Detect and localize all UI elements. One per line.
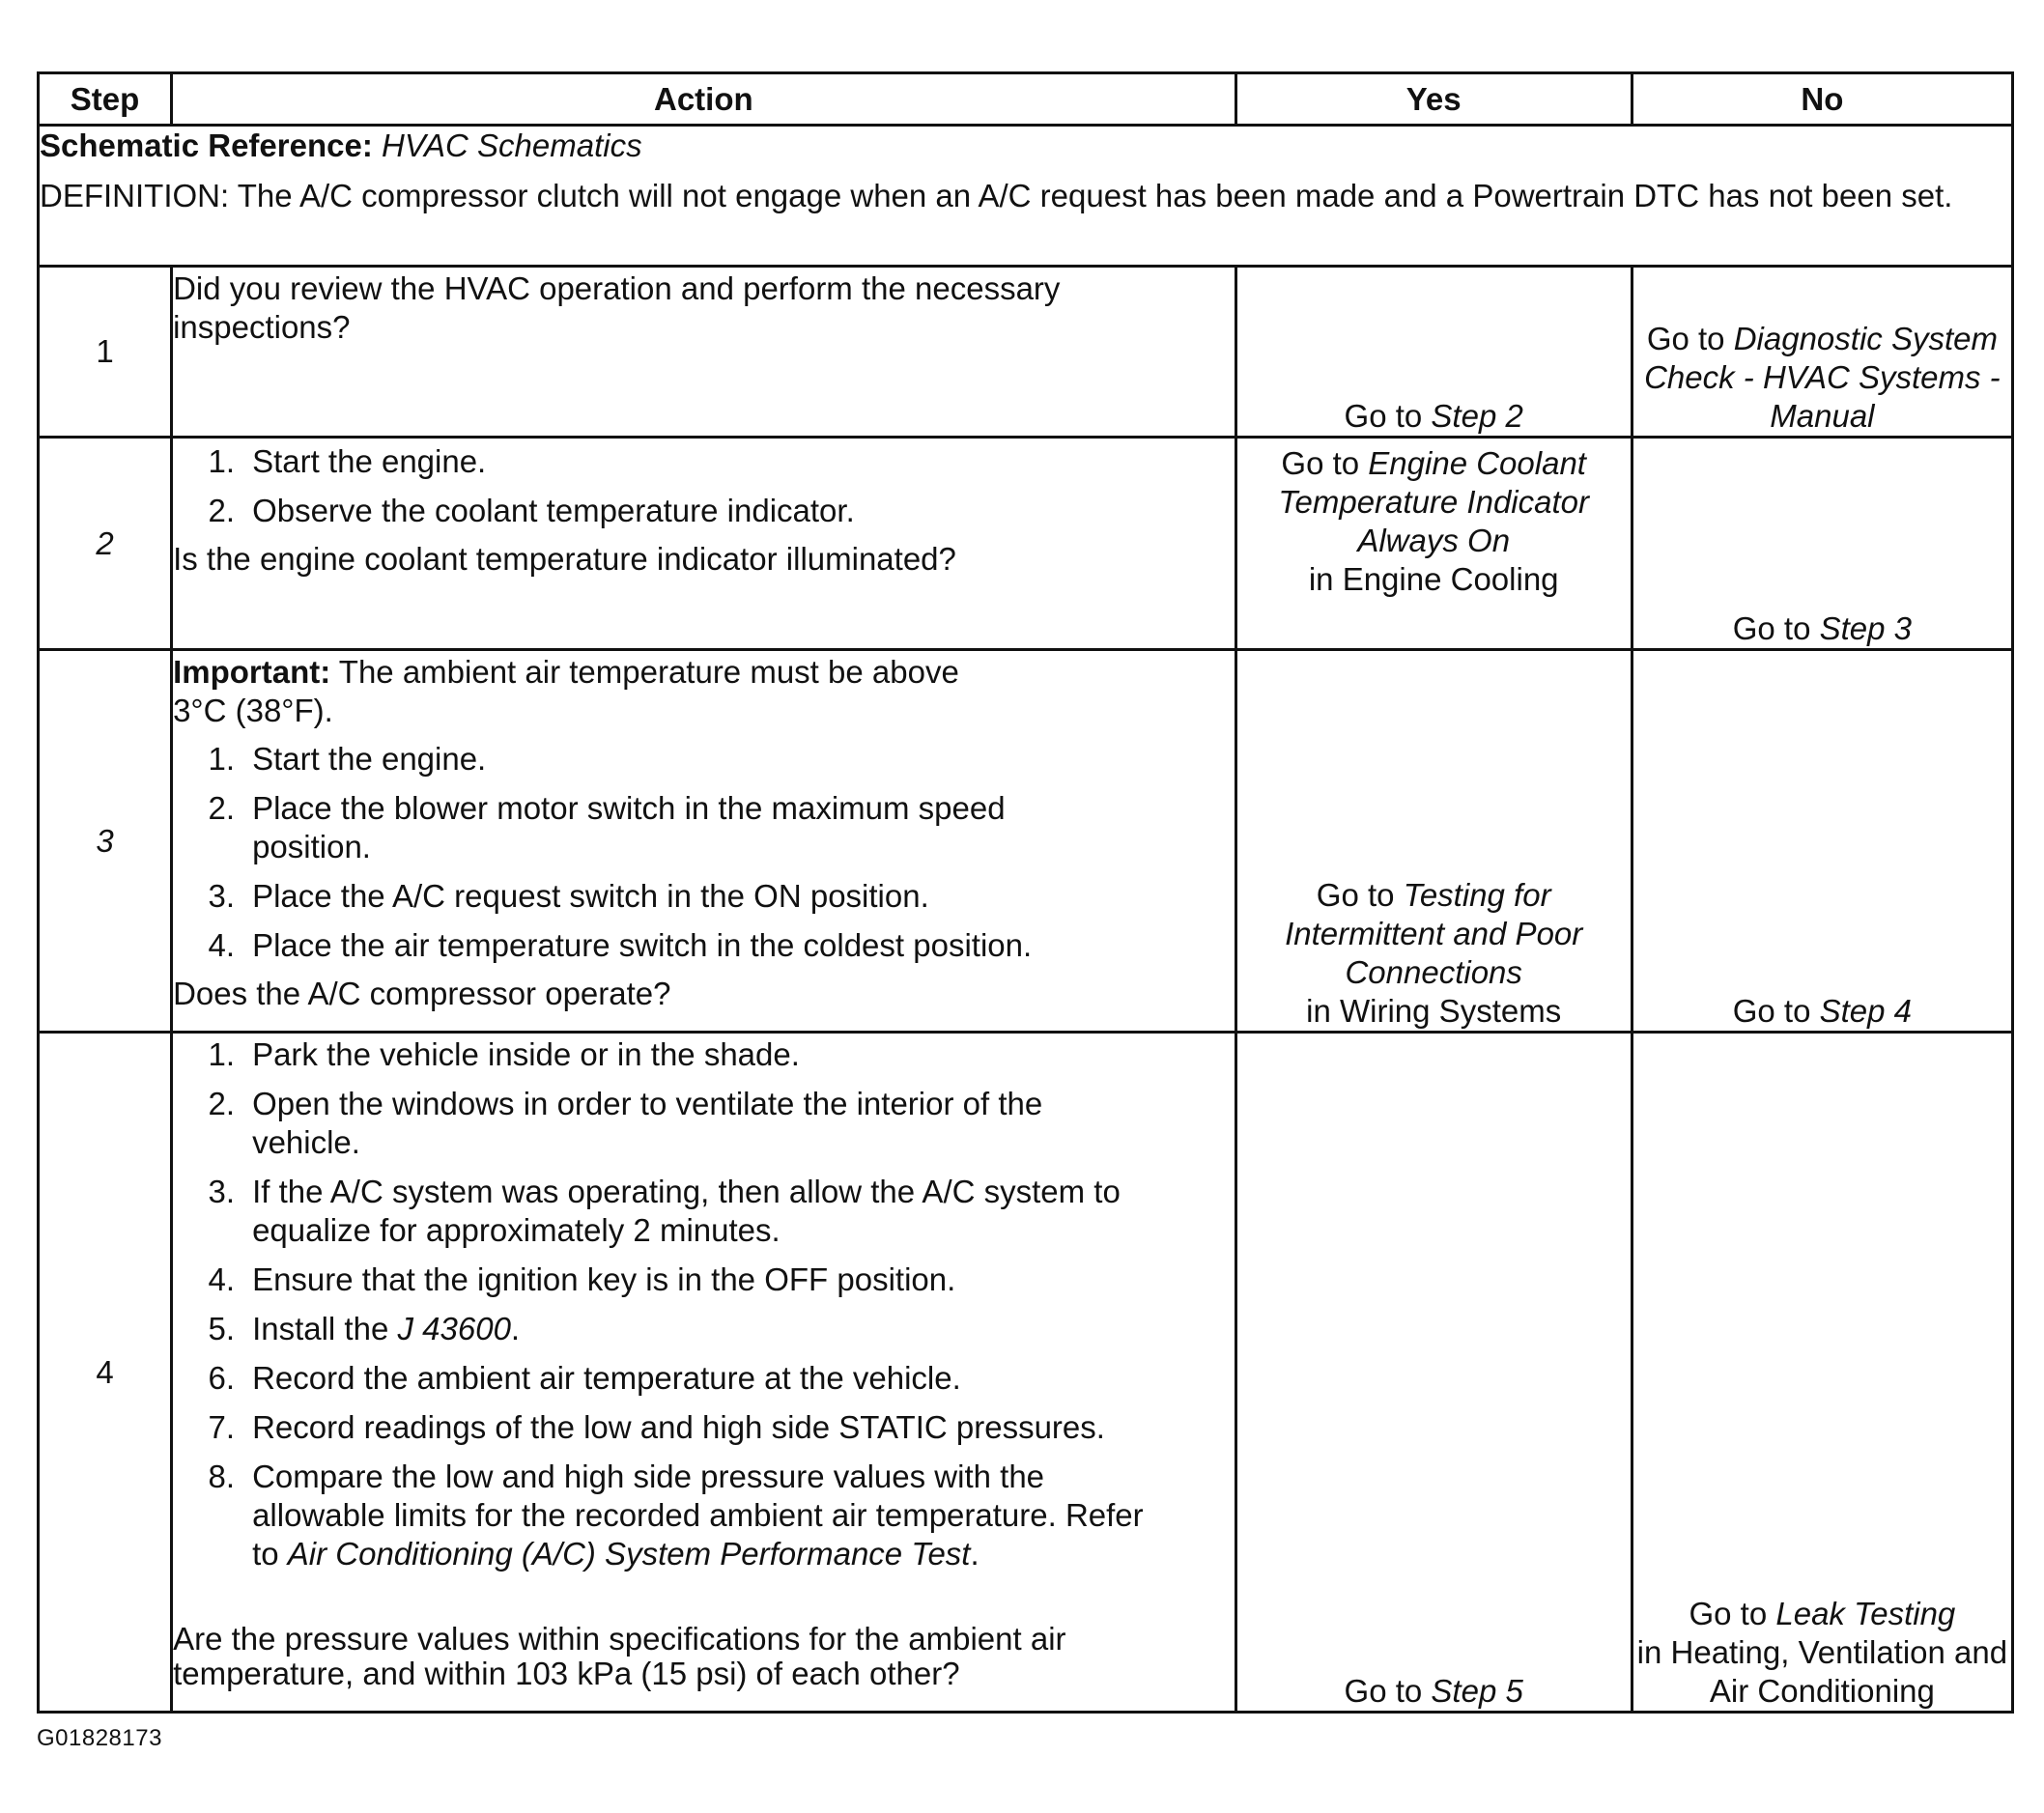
important-text: The ambient air temperature must be above 3°C (38°F). bbox=[173, 654, 959, 728]
list-item: 6. Record the ambient air temperature at the vehicle. bbox=[173, 1359, 1235, 1398]
yes-suffix: in Wiring Systems bbox=[1306, 993, 1562, 1029]
yes-link[interactable]: Testing for Intermittent and Poor Connections bbox=[1285, 877, 1583, 990]
list-item: 3. Place the A/C request switch in the ON position. bbox=[173, 877, 1235, 916]
yes-suffix: in Engine Cooling bbox=[1308, 561, 1559, 597]
list-item: 1. Park the vehicle inside or in the shade. bbox=[173, 1035, 1235, 1074]
no-link[interactable]: Diagnostic System Check - HVAC Systems - Manual bbox=[1644, 321, 2001, 434]
list-item: 7. Record readings of the low and high side STATIC pressures. bbox=[173, 1408, 1235, 1447]
yes-link[interactable]: Step 2 bbox=[1431, 398, 1523, 434]
list-item-text: Place the air temperature switch in the coldest position. bbox=[252, 927, 1033, 963]
step-number-text: 2 bbox=[96, 524, 114, 561]
yes-prefix: Go to bbox=[1281, 445, 1360, 481]
table-row bbox=[39, 438, 2013, 650]
list-item-text: Park the vehicle inside or in the shade. bbox=[252, 1036, 800, 1072]
action-cell bbox=[172, 267, 1236, 438]
list-item: 2. Place the blower motor switch in the maximum speed position. bbox=[173, 789, 1235, 866]
yes-prefix: Go to bbox=[1344, 398, 1423, 434]
list-item: 1. Start the engine. bbox=[173, 442, 1235, 481]
no-link[interactable]: Step 3 bbox=[1819, 610, 1913, 646]
no-suffix: in Heating, Ventilation and Air Conditioning bbox=[1636, 1634, 2008, 1709]
yes-prefix: Go to bbox=[1344, 1673, 1423, 1709]
list-item-text: Start the engine. bbox=[252, 741, 487, 777]
no-prefix: Go to bbox=[1732, 610, 1811, 646]
action-cell bbox=[172, 438, 1236, 650]
list-item-text bbox=[235, 1310, 1235, 1348]
step-number bbox=[39, 650, 172, 1033]
step-question: Is the engine coolant temperature indicator illuminated? bbox=[173, 541, 956, 577]
no-link[interactable]: Step 4 bbox=[1819, 993, 1913, 1029]
header-yes: Yes bbox=[1235, 73, 1632, 126]
list-item-text: Ensure that the ignition key is in the OFF position. bbox=[252, 1261, 956, 1297]
list-item-text: Record the ambient air temperature at the vehicle. bbox=[252, 1360, 961, 1396]
schematic-label: Schematic Reference: bbox=[40, 127, 373, 163]
no-link[interactable]: Leak Testing bbox=[1775, 1596, 1956, 1631]
table-row bbox=[39, 267, 2013, 438]
list-item: 4. Ensure that the ignition key is in the OFF position. bbox=[173, 1261, 1235, 1299]
yes-link[interactable]: Engine Coolant Temperature Indicator Always On bbox=[1278, 445, 1589, 558]
diagnostic-table bbox=[37, 71, 2014, 1714]
list-item: 5. Install the J 43600. bbox=[173, 1310, 1235, 1348]
schematic-reference bbox=[40, 127, 2011, 165]
yes-prefix: Go to bbox=[1316, 877, 1395, 913]
install-text: Install the bbox=[252, 1311, 389, 1346]
no-cell bbox=[1632, 438, 2012, 650]
list-item-text: Start the engine. bbox=[252, 443, 487, 479]
list-item: 3. If the A/C system was operating, then allow the A/C system to equalize for approximately 2 minutes. bbox=[173, 1173, 1235, 1250]
yes-cell bbox=[1235, 650, 1632, 1033]
figure-id: G01828173 bbox=[37, 1725, 162, 1751]
no-cell bbox=[1632, 1033, 2012, 1713]
compare-text: Compare the low and high side pressure values with the allowable limits for the recorded ambient air temperature. bbox=[252, 1459, 1057, 1533]
yes-cell bbox=[1235, 267, 1632, 438]
list-item-text: Observe the coolant temperature indicator. bbox=[252, 493, 855, 528]
definition-text: DEFINITION: The A/C compressor clutch will not engage when an A/C request has been made and a Powertrain DTC has not been set. bbox=[40, 178, 1953, 213]
list-item: 2. Observe the coolant temperature indicator. bbox=[173, 492, 1235, 530]
important-label: Important: bbox=[173, 654, 331, 690]
header-step: Step bbox=[39, 73, 172, 126]
list-item-text: Open the windows in order to ventilate the interior of the vehicle. bbox=[252, 1086, 1043, 1160]
step-question: Are the pressure values within specifications for the ambient air temperature, and within 103 kPa (15 psi) of each other? bbox=[173, 1621, 1066, 1691]
list-item-text: Place the A/C request switch in the ON position. bbox=[252, 878, 929, 914]
yes-cell bbox=[1235, 1033, 1632, 1713]
action-list bbox=[173, 1035, 1235, 1573]
list-item: 2. Open the windows in order to ventilate the interior of the vehicle. bbox=[173, 1085, 1235, 1162]
step-number bbox=[39, 438, 172, 650]
action-cell bbox=[172, 1033, 1236, 1713]
list-item-text: Record readings of the low and high side STATIC pressures. bbox=[252, 1409, 1105, 1445]
list-item: 4. Place the air temperature switch in the coldest position. bbox=[173, 926, 1235, 965]
list-item-text bbox=[235, 1458, 1150, 1573]
definition-cell bbox=[39, 126, 2013, 267]
header-action: Action bbox=[172, 73, 1236, 126]
tool-number: J 43600 bbox=[397, 1311, 511, 1346]
action-list bbox=[173, 442, 1235, 530]
yes-link[interactable]: Step 5 bbox=[1431, 1673, 1523, 1709]
step-question: Does the A/C compressor operate? bbox=[173, 976, 671, 1011]
schematic-link: HVAC Schematics bbox=[382, 127, 642, 163]
step-number: 1 bbox=[39, 267, 172, 438]
item-end: . bbox=[970, 1536, 979, 1572]
yes-cell bbox=[1235, 438, 1632, 650]
table-row bbox=[39, 1033, 2013, 1713]
header-no: No bbox=[1632, 73, 2012, 126]
list-item: 1. Start the engine. bbox=[173, 740, 1235, 779]
action-cell bbox=[172, 650, 1236, 1033]
no-prefix: Go to bbox=[1646, 321, 1725, 356]
list-item: 8. Compare the low and high side pressure values with the allowable limits for the recorded ambient air temperature. Refer to Air Conditioning (A/C) System Performance Test. bbox=[173, 1458, 1235, 1573]
no-cell bbox=[1632, 650, 2012, 1033]
no-cell bbox=[1632, 267, 2012, 438]
refer-text: Refer to bbox=[252, 1497, 1144, 1572]
action-list bbox=[173, 740, 1235, 965]
reference-link[interactable]: Air Conditioning (A/C) System Performance Test bbox=[287, 1536, 971, 1572]
step-number-text: 3 bbox=[96, 822, 114, 859]
no-prefix: Go to bbox=[1689, 1596, 1768, 1631]
table-header-row bbox=[39, 73, 2013, 126]
step-question: Did you review the HVAC operation and perform the necessary inspections? bbox=[173, 270, 1061, 345]
list-item-text: Place the blower motor switch in the maximum speed position. bbox=[252, 790, 1006, 864]
definition-row bbox=[39, 126, 2013, 267]
step-number: 4 bbox=[39, 1033, 172, 1713]
important-note bbox=[173, 653, 965, 730]
table-row bbox=[39, 650, 2013, 1033]
list-item-text: If the A/C system was operating, then allow the A/C system to equalize for approximately 2 minutes. bbox=[252, 1174, 1121, 1248]
item-end: . bbox=[510, 1311, 521, 1346]
no-prefix: Go to bbox=[1732, 993, 1811, 1029]
